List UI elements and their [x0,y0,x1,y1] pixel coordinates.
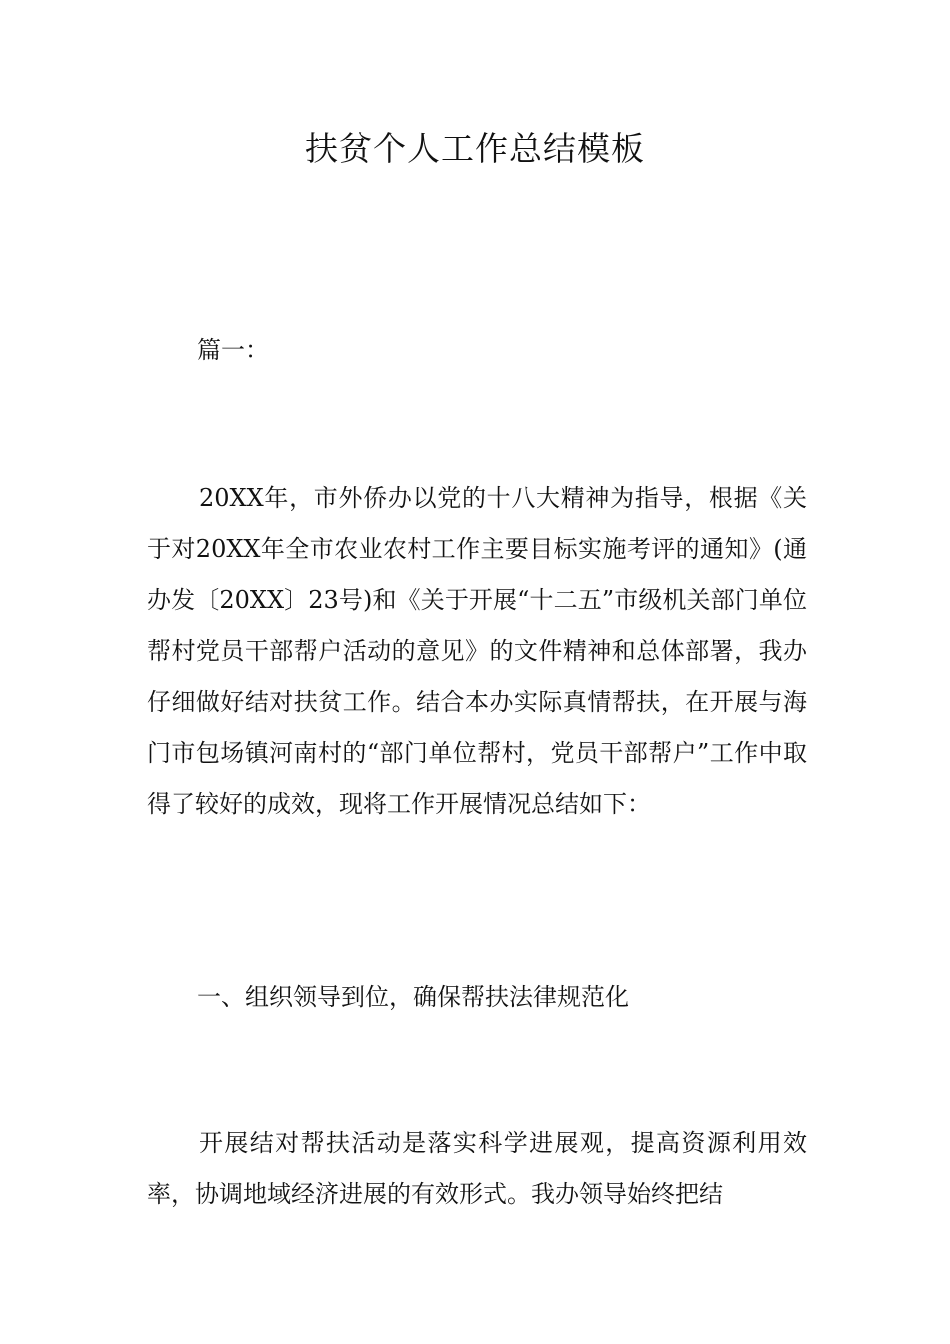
body-paragraph-1: 20XX年，市外侨办以党的十八大精神为指导，根据《关于对20XX年全市农业农村工作主要目标实施考评的通知》(通办发〔20XX〕23号)和《关于开展“十二五”市级机关部门单位帮村党员干部帮户活动的意见》的文件精神和总体部署，我办仔细做好结对扶贫工作。结合本办实际真情帮扶，在开展与海门市包场镇河南村的“部门单位帮村，党员干部帮户”工作中取得了较好的成效，现将工作开展情况总结如下： [147,484,807,818]
body-paragraph-2: 开展结对帮扶活动是落实科学进展观，提高资源利用效率，协调地域经济进展的有效形式。我办领导始终把结 [147,1129,807,1208]
section-label: 篇一： [197,336,269,364]
document-title: 扶贫个人工作总结模板 [305,129,645,168]
section-heading-1: 一、组织领导到位，确保帮扶法律规范化 [197,983,629,1011]
